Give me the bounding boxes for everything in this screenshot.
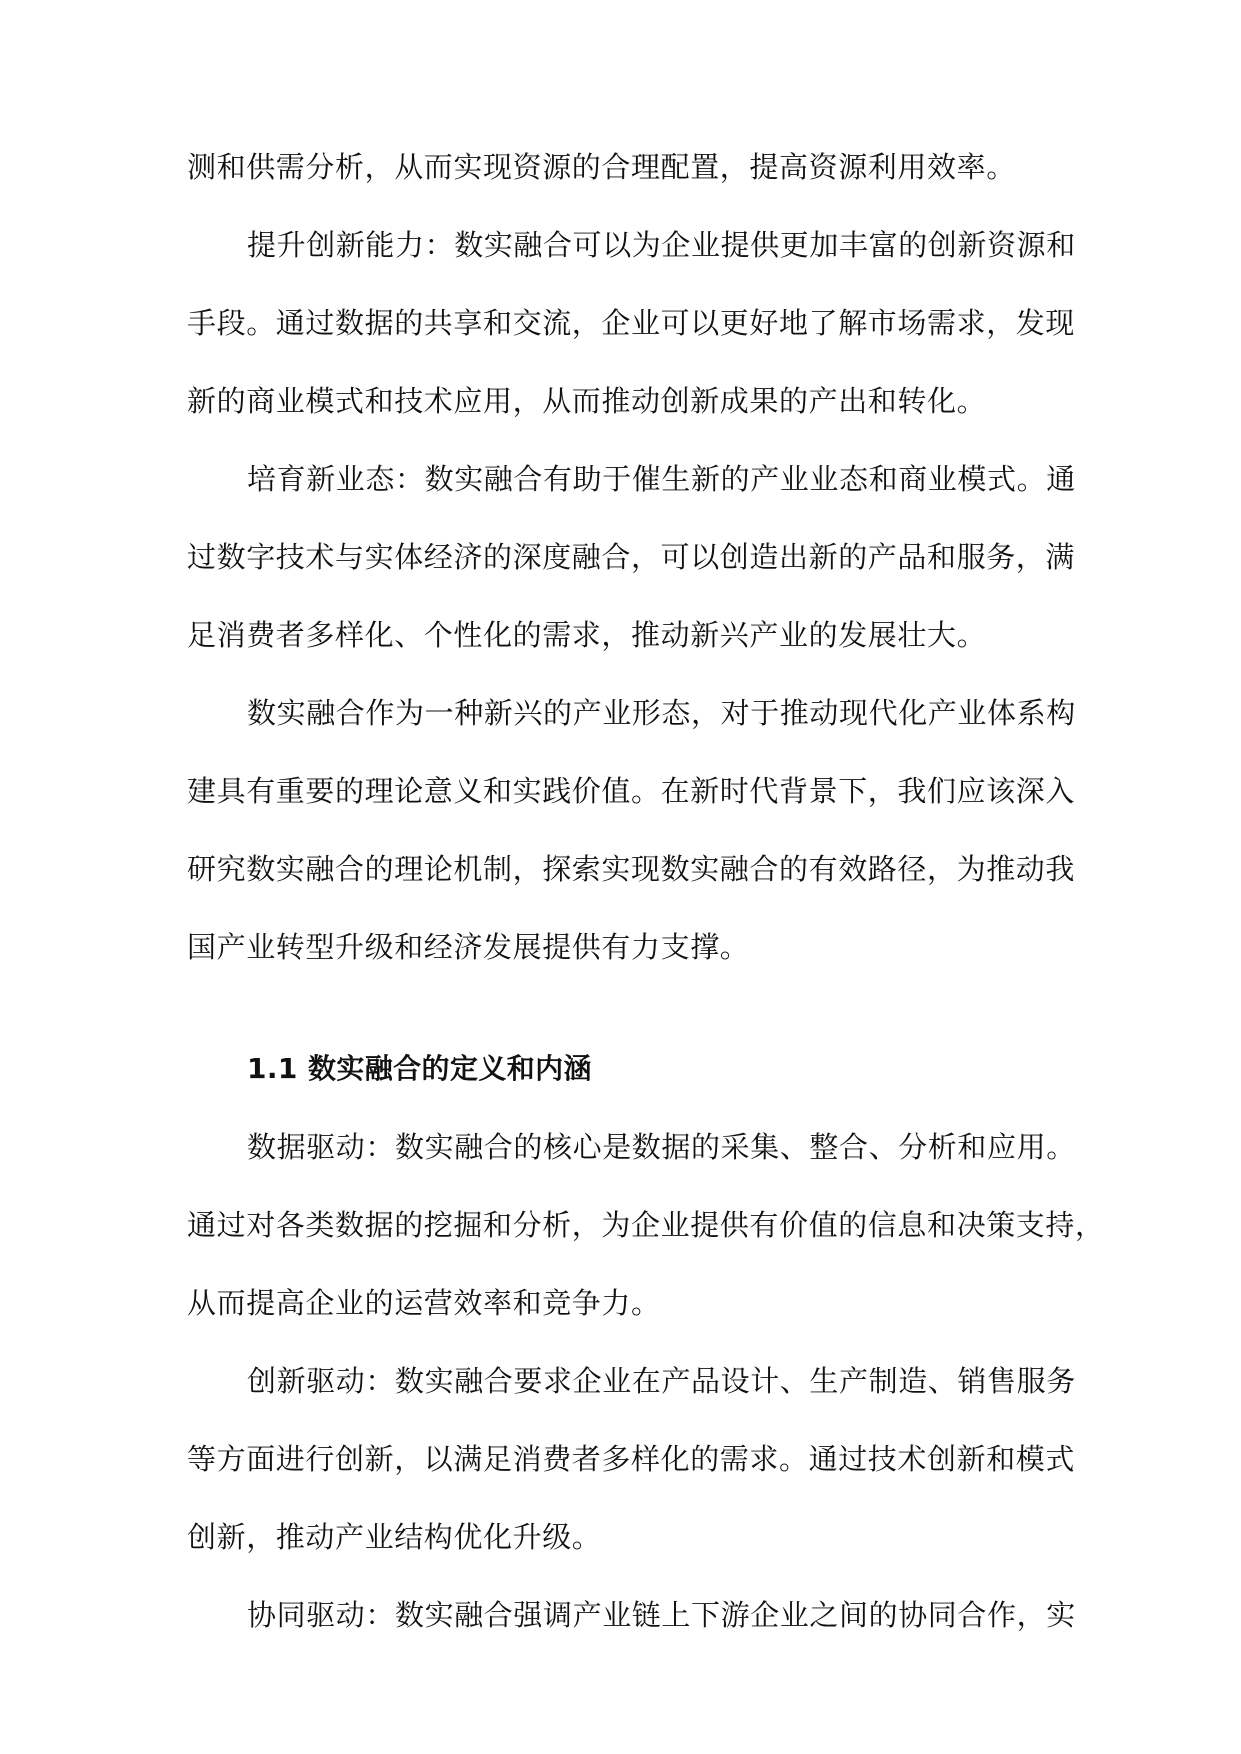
paragraph-line: 从而提高企业的运营效率和竞争力。	[187, 1286, 661, 1320]
paragraph-line: 足消费者多样化、个性化的需求，推动新兴产业的发展壮大。	[187, 618, 987, 652]
paragraph-line: 测和供需分析，从而实现资源的合理配置，提高资源利用效率。	[187, 150, 1016, 184]
document-body	[187, 144, 1105, 1670]
paragraph-line: 创新，推动产业结构优化升级。	[187, 1520, 602, 1554]
paragraph-line: 培育新业态：数实融合有助于催生新的产业业态和商业模式。通	[247, 462, 1076, 496]
paragraph-line: 手段。通过数据的共享和交流，企业可以更好地了解市场需求，发现	[187, 306, 1076, 340]
paragraph-line: 建具有重要的理论意义和实践价值。在新时代背景下，我们应该深入	[187, 774, 1076, 808]
paragraph-line: 国产业转型升级和经济发展提供有力支撑。	[187, 930, 750, 964]
paragraph-line: 新的商业模式和技术应用，从而推动创新成果的产出和转化。	[187, 384, 987, 418]
paragraph-line: 协同驱动：数实融合强调产业链上下游企业之间的协同合作，实	[247, 1598, 1076, 1632]
paragraph-line: 提升创新能力：数实融合可以为企业提供更加丰富的创新资源和	[247, 228, 1076, 262]
paragraph-line: 通过对各类数据的挖掘和分析，为企业提供有价值的信息和决策支持，	[187, 1208, 1105, 1242]
paragraph-line: 研究数实融合的理论机制，探索实现数实融合的有效路径，为推动我	[187, 852, 1076, 886]
paragraph-line: 过数字技术与实体经济的深度融合，可以创造出新的产品和服务，满	[187, 540, 1076, 574]
paragraph-line: 等方面进行创新，以满足消费者多样化的需求。通过技术创新和模式	[187, 1442, 1076, 1476]
section-gap	[187, 1002, 1055, 1046]
paragraph-line: 创新驱动：数实融合要求企业在产品设计、生产制造、销售服务	[247, 1364, 1076, 1398]
paragraph-line: 数据驱动：数实融合的核心是数据的采集、整合、分析和应用。	[247, 1130, 1076, 1164]
paragraph-line: 数实融合作为一种新兴的产业形态，对于推动现代化产业体系构	[247, 696, 1076, 730]
section-heading: 1.1 数实融合的定义和内涵	[247, 1052, 592, 1085]
